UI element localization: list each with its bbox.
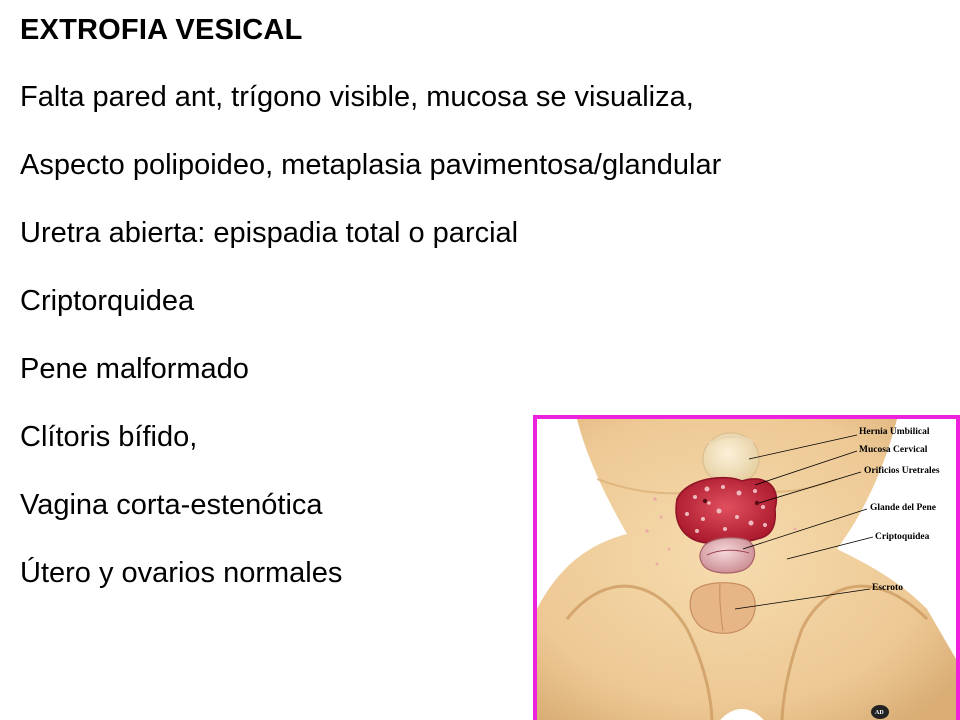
label-orificios: Orificios Uretrales (864, 466, 940, 476)
publisher-logo (871, 705, 889, 719)
bullet-item: Vagina corta-estenótica (20, 489, 323, 521)
bullet-item: Pene malformado (20, 353, 249, 385)
ureteral-orifice-right (755, 501, 759, 505)
bullet-item: Falta pared ant, trígono visible, mucosa se visualiza, (20, 81, 694, 113)
anatomy-illustration (533, 415, 960, 720)
glans-penis (700, 538, 755, 573)
label-hernia: Hernia Umbilical (859, 427, 930, 437)
bullet-item: Criptorquidea (20, 285, 195, 317)
bullet-item: Clítoris bífido, (20, 421, 198, 453)
slide-title: EXTROFIA VESICAL (20, 14, 303, 46)
bullet-item: Uretra abierta: epispadia total o parcial (20, 217, 519, 249)
label-glande: Glande del Pene (870, 503, 936, 513)
svg-text:AD: AD (875, 710, 884, 716)
bladder-mucosa (676, 478, 776, 543)
label-mucosa: Mucosa Cervical (859, 445, 928, 455)
bullet-item: Útero y ovarios normales (20, 557, 343, 589)
label-cripto: Criptoquidea (875, 532, 930, 542)
anatomy-drawing (537, 419, 956, 720)
ureteral-orifice-left (703, 499, 707, 503)
bullet-item: Aspecto polipoideo, metaplasia pavimentosa/glandular (20, 149, 722, 181)
label-escroto: Escroto (872, 583, 903, 593)
